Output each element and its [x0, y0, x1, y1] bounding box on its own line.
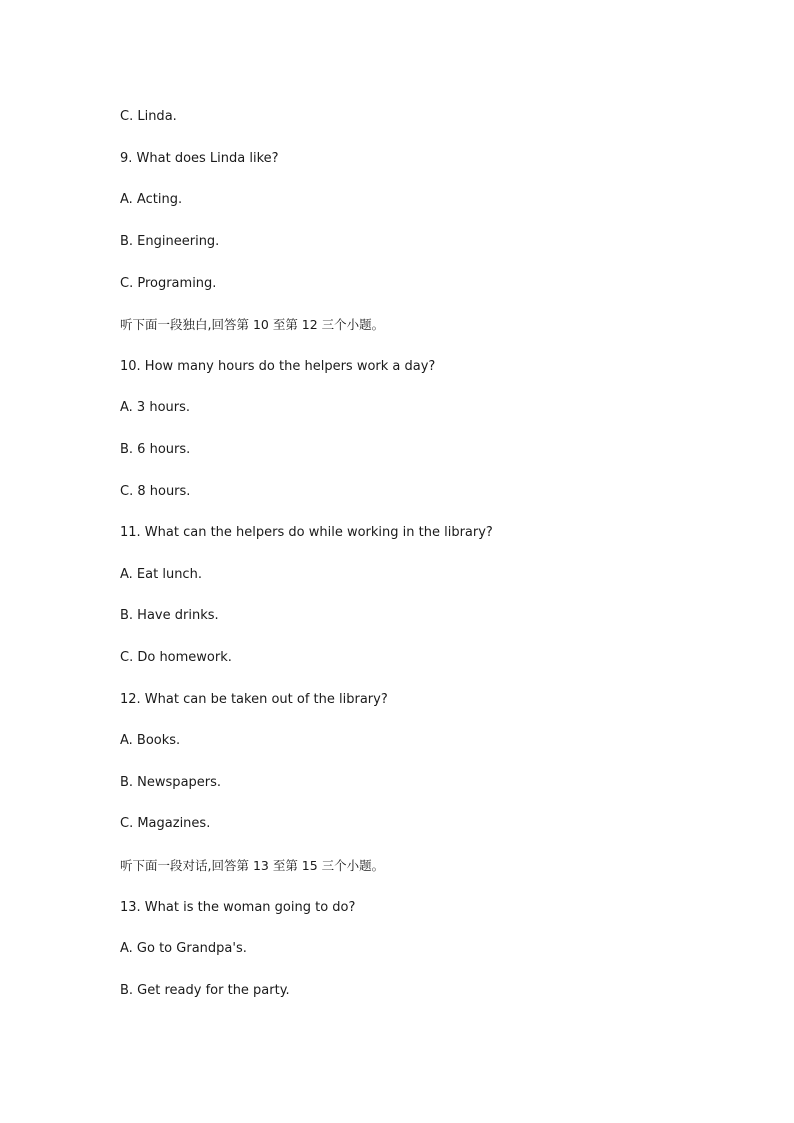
- option-c-magazines: C. Magazines.: [120, 816, 211, 831]
- question-10: 10. How many hours do the helpers work a day?: [120, 359, 436, 374]
- option-c-linda: C. Linda.: [120, 109, 177, 124]
- question-13: 13. What is the woman going to do?: [120, 900, 356, 915]
- option-a-eat-lunch: A. Eat lunch.: [120, 567, 202, 582]
- instruction-monologue: 听下面一段独白,回答第 10 至第 12 三个小题。: [120, 317, 385, 332]
- option-c-programing: C. Programing.: [120, 276, 217, 291]
- instruction-dialogue: 听下面一段对话,回答第 13 至第 15 三个小题。: [120, 858, 385, 873]
- option-b-engineering: B. Engineering.: [120, 234, 220, 249]
- option-b-6-hours: B. 6 hours.: [120, 442, 191, 457]
- option-b-newspapers: B. Newspapers.: [120, 775, 222, 790]
- option-c-do-homework: C. Do homework.: [120, 650, 232, 665]
- option-a-3-hours: A. 3 hours.: [120, 400, 191, 415]
- question-11: 11. What can the helpers do while working in the library?: [120, 525, 493, 540]
- option-b-have-drinks: B. Have drinks.: [120, 608, 219, 623]
- option-b-get-ready: B. Get ready for the party.: [120, 983, 290, 998]
- question-12: 12. What can be taken out of the library?: [120, 692, 388, 707]
- option-c-8-hours: C. 8 hours.: [120, 484, 191, 499]
- option-a-acting: A. Acting.: [120, 192, 183, 207]
- option-a-go-to-grandpas: A. Go to Grandpa's.: [120, 941, 247, 956]
- question-9: 9. What does Linda like?: [120, 151, 279, 166]
- option-a-books: A. Books.: [120, 733, 181, 748]
